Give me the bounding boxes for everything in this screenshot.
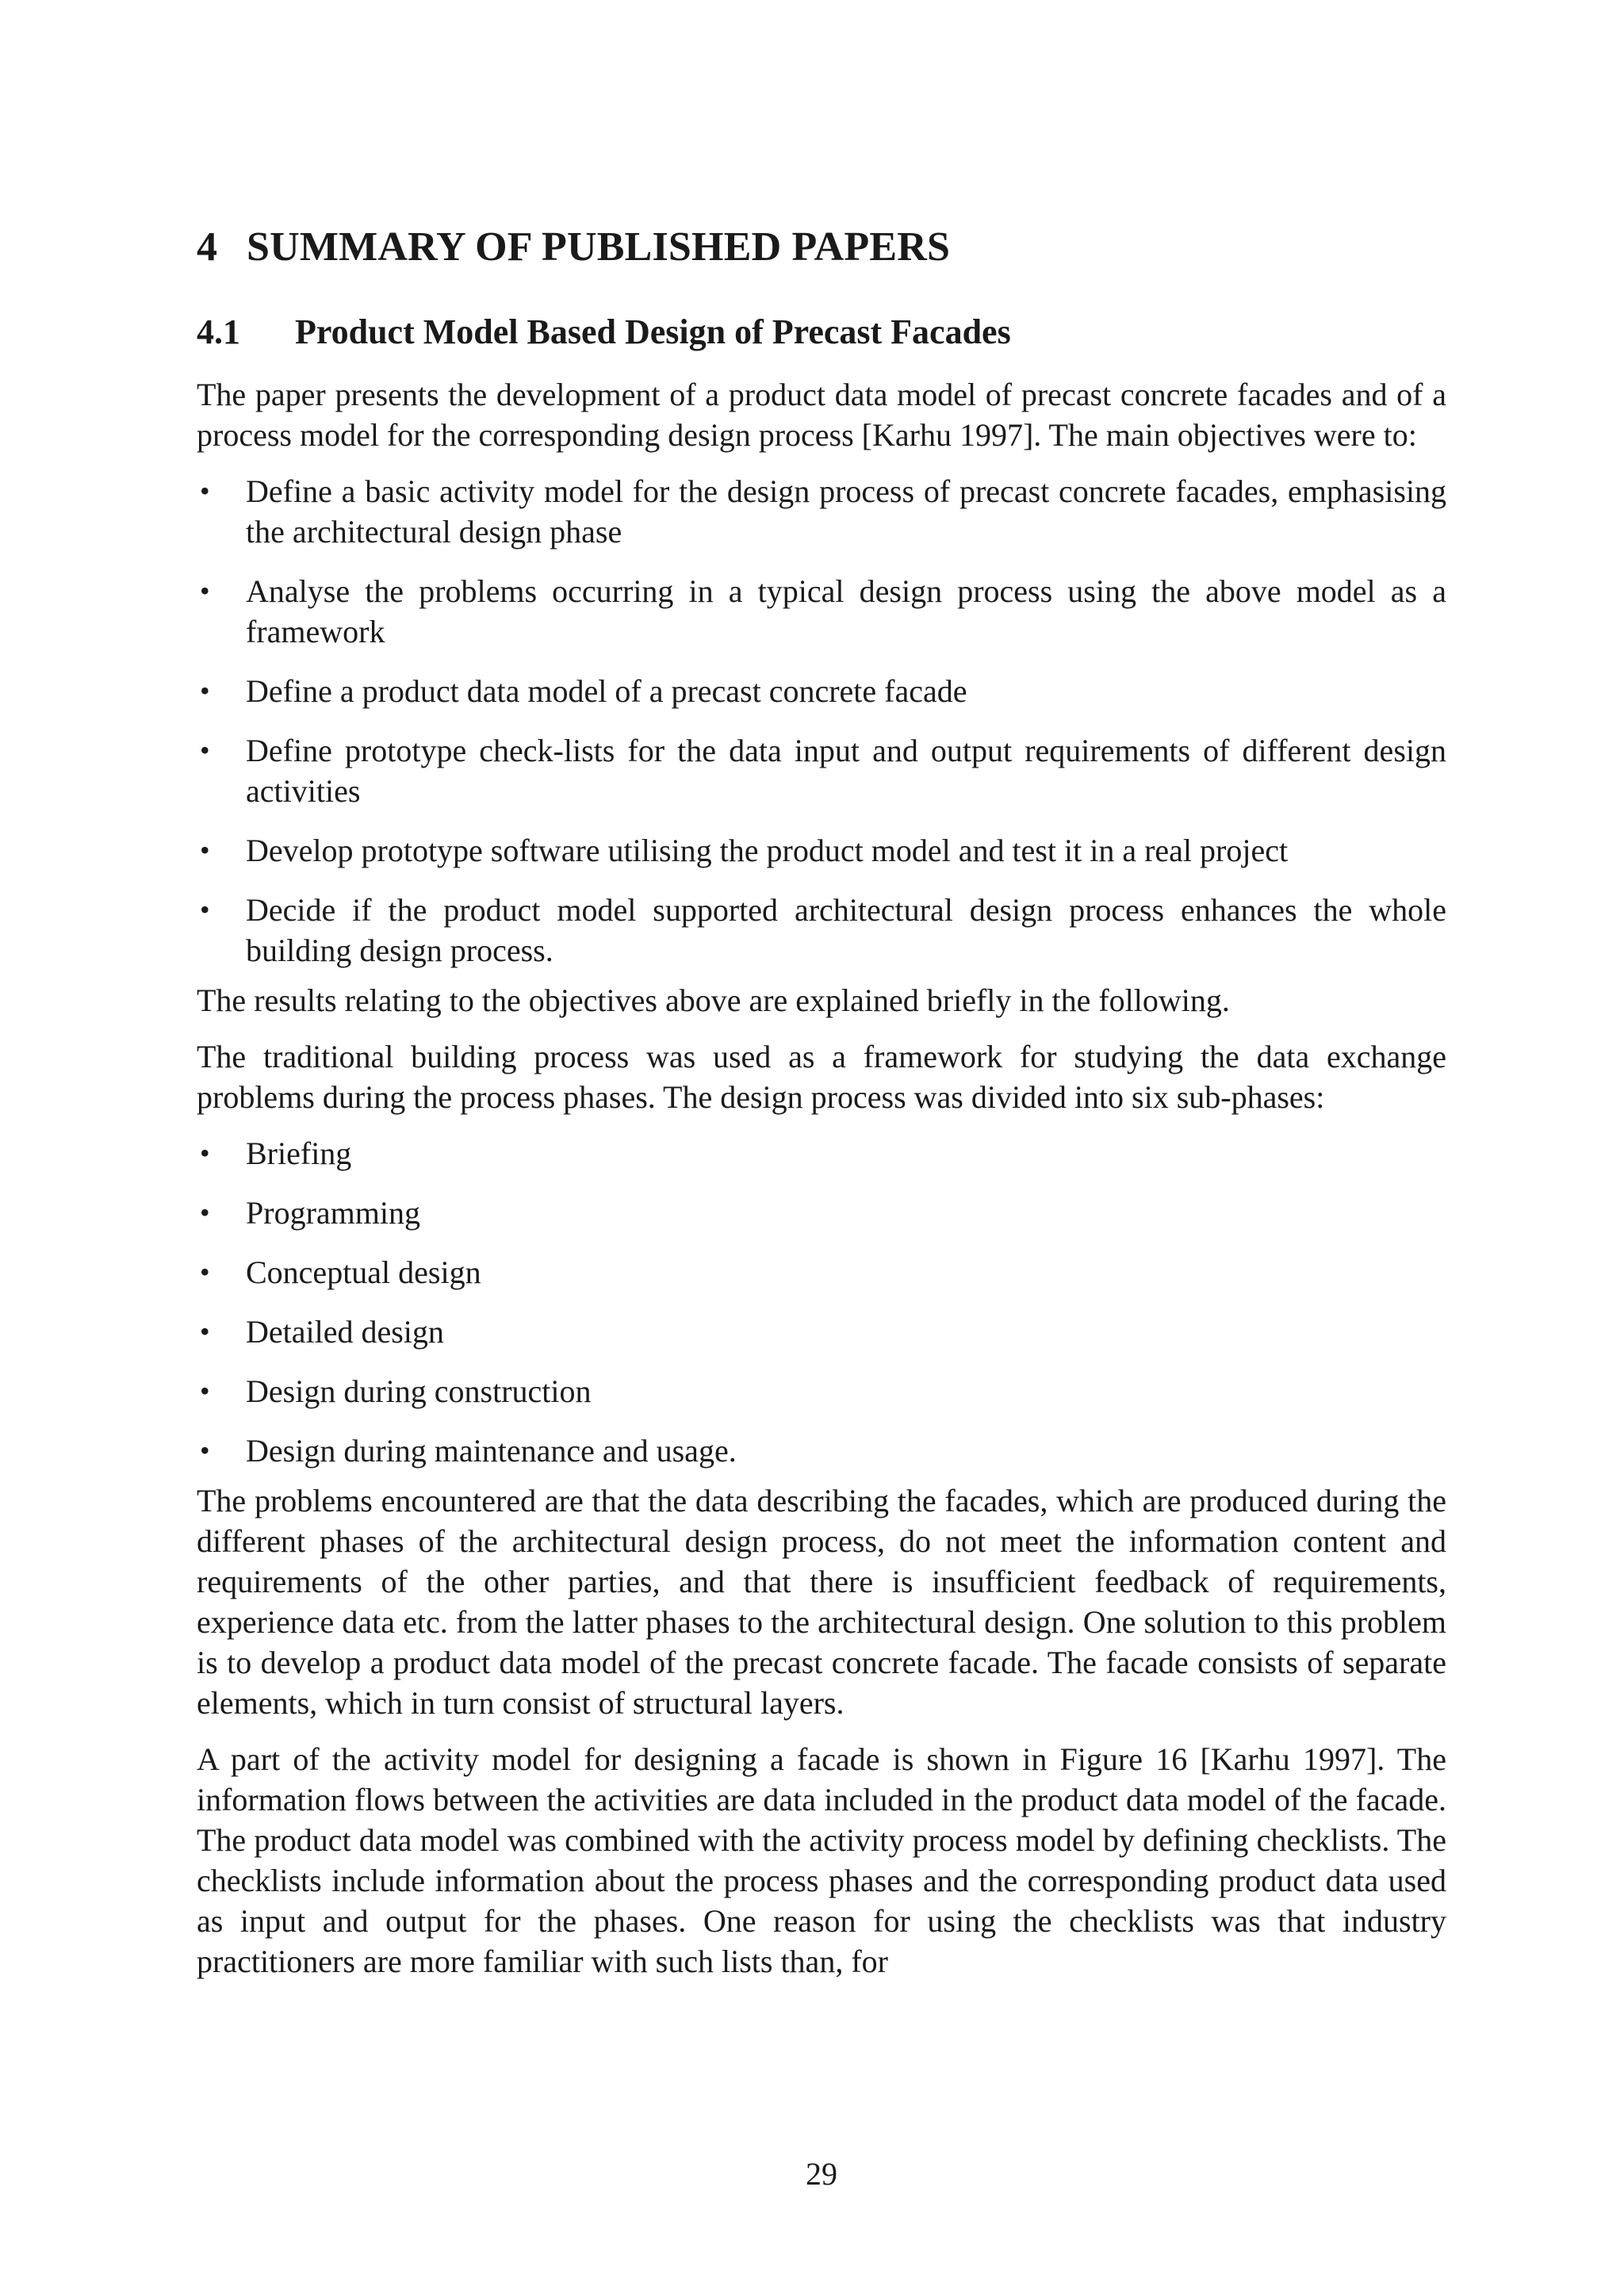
bullet-icon: • — [200, 675, 210, 707]
bullet-icon: • — [200, 1434, 210, 1466]
bullet-icon: • — [200, 1256, 210, 1288]
list-item — [197, 730, 1446, 811]
list-item-text: Define a product data model of a precast concrete facade — [246, 673, 967, 709]
list-item-text: Analyse the problems occurring in a typical design process using the above model as a framework — [246, 573, 1446, 649]
bullet-icon: • — [200, 1197, 210, 1228]
list-item — [197, 1371, 1446, 1411]
list-item — [197, 671, 1446, 711]
page-number: 29 — [806, 2156, 837, 2192]
list-item — [197, 571, 1446, 652]
phases-list — [197, 1133, 1446, 1471]
bullet-icon: • — [200, 834, 210, 866]
bullet-icon: • — [200, 1375, 210, 1407]
list-item — [197, 471, 1446, 552]
list-item-text: Briefing — [246, 1136, 352, 1171]
list-item-text: Programming — [246, 1195, 420, 1231]
list-item — [197, 1252, 1446, 1293]
bullet-icon: • — [200, 1316, 210, 1347]
list-item — [197, 1430, 1446, 1471]
list-item-text: Design during maintenance and usage. — [246, 1433, 737, 1469]
list-item-text: Develop prototype software utilising the product model and test it in a real project — [246, 833, 1289, 868]
list-item-text: Define a basic activity model for the design process of precast concrete facades, emphasising the architectural design phase — [246, 473, 1446, 550]
intro-paragraph: The paper presents the development of a product data model of precast concrete facades and of a process model for the corresponding design process [Karhu 1997]. The main objectives were to: — [197, 377, 1446, 453]
objectives-list — [197, 471, 1446, 971]
list-item — [197, 1133, 1446, 1174]
chapter-title: SUMMARY OF PUBLISHED PAPERS — [247, 224, 951, 270]
list-item — [197, 1193, 1446, 1233]
list-item-text: Decide if the product model supported architectural design process enhances the whole building design process. — [246, 892, 1446, 968]
list-item-text: Detailed design — [246, 1314, 444, 1350]
bullet-icon: • — [200, 575, 210, 607]
list-item-text: Conceptual design — [246, 1254, 481, 1290]
bullet-icon: • — [200, 894, 210, 925]
problems-paragraph: The problems encountered are that the data describing the facades, which are produced during the different phases of the architectural design process, do not meet the information content and requirements of the other parties, and that there is insufficient feedback of requirements, experience data etc. from the latter phases to the architectural design. One solution to this problem is to develop a product data model of the precast concrete facade. The facade consists of separate elements, which in turn consist of structural layers. — [197, 1483, 1446, 1721]
section-title: Product Model Based Design of Precast Facades — [295, 312, 1011, 351]
list-item-text: Define prototype check-lists for the data input and output requirements of different design activities — [246, 733, 1446, 809]
phases-intro-paragraph: The traditional building process was used as a framework for studying the data exchange problems during the process phases. The design process was divided into six sub-phases: — [197, 1039, 1446, 1115]
list-item-text: Design during construction — [246, 1373, 592, 1409]
list-item — [197, 890, 1446, 971]
bullet-icon: • — [200, 1137, 210, 1169]
section-number: 4.1 — [197, 312, 240, 351]
body-text — [197, 374, 1446, 1997]
section-heading — [197, 312, 1011, 352]
results-intro-paragraph: The results relating to the objectives above are explained briefly in the following. — [197, 982, 1230, 1018]
bullet-icon: • — [200, 475, 210, 507]
list-item — [197, 1312, 1446, 1352]
chapter-number: 4 — [197, 224, 218, 270]
activity-model-paragraph: A part of the activity model for designing a facade is shown in Figure 16 [Karhu 1997]. The information flows between the activities are data included in the product data model of the facade. The product data model was combined with the activity process model by defining checklists. The checklists include information about the process phases and the corresponding product data used as input and output for the phases. One reason for using the checklists was that industry practitioners are more familiar with such lists than, for — [197, 1741, 1446, 1979]
chapter-heading — [197, 224, 950, 270]
list-item — [197, 830, 1446, 871]
bullet-icon: • — [200, 734, 210, 766]
